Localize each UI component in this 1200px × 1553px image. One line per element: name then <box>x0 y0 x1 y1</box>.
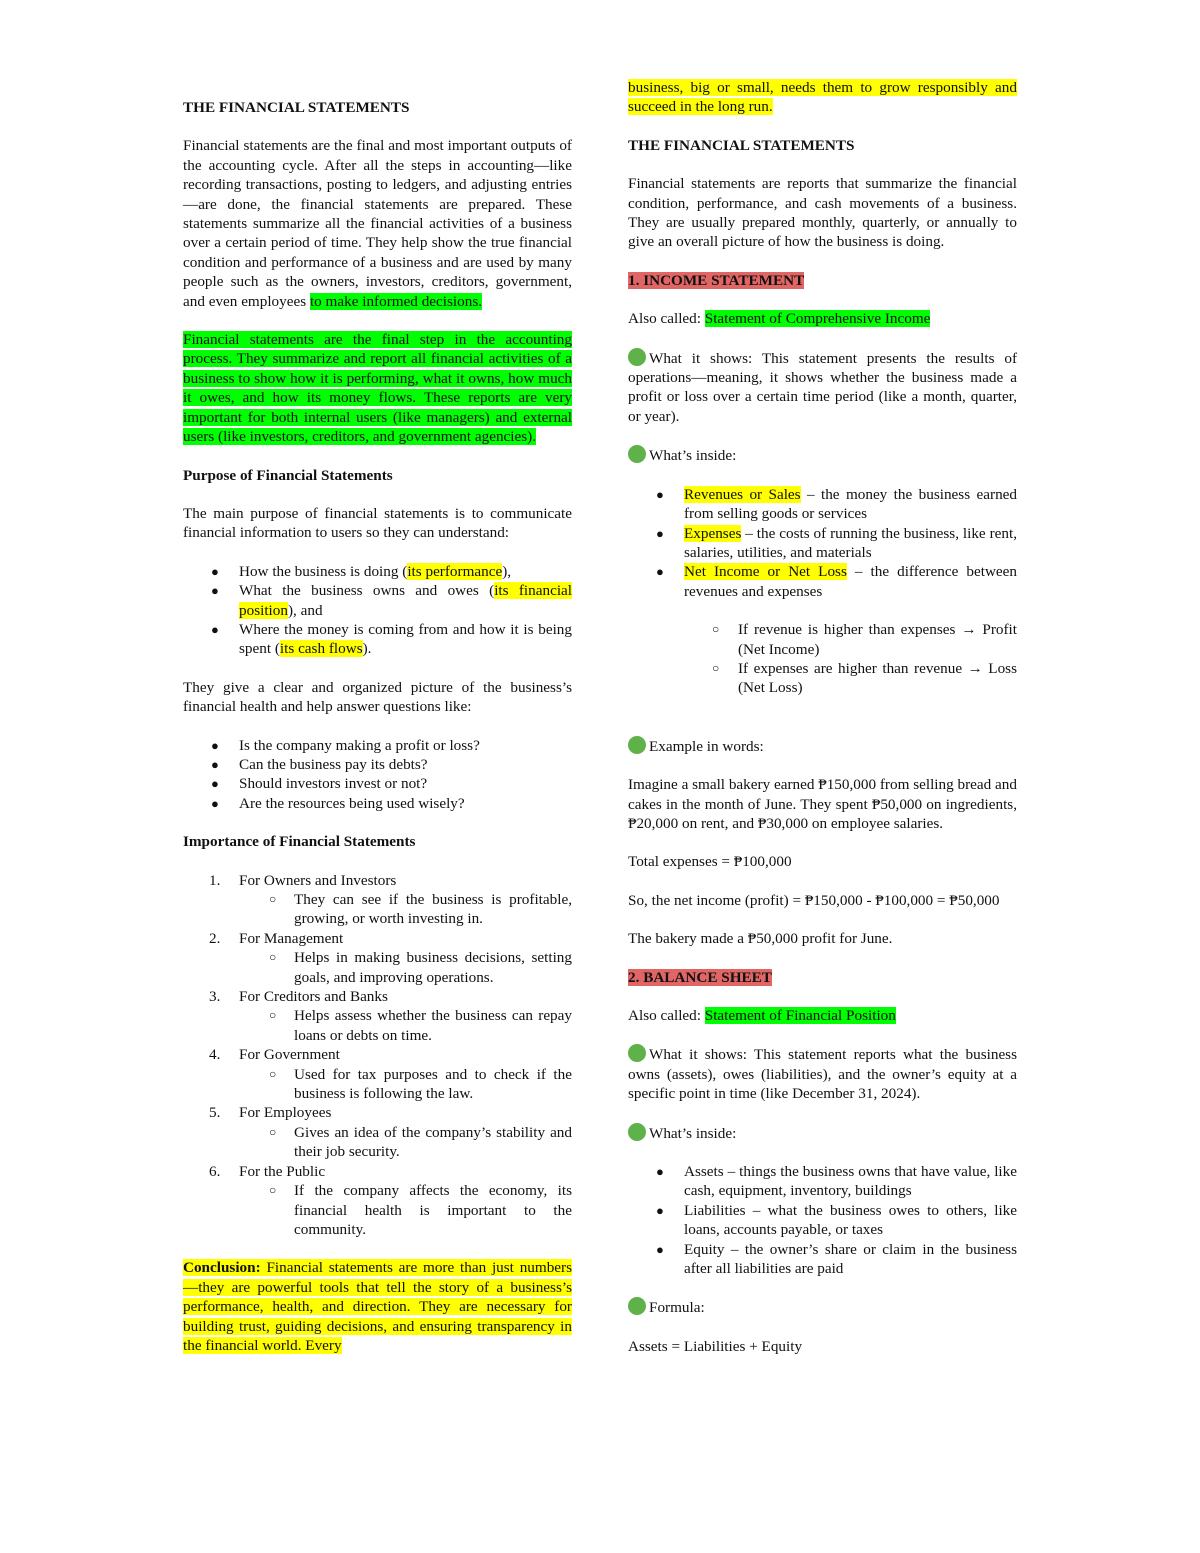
circle-bullet-icon: ○ <box>269 892 277 906</box>
list-item: 2. For Management <box>209 929 344 947</box>
list-item: ○ If the company affects the economy, its financial health is important to the community. <box>269 1182 572 1238</box>
income-subitems <box>628 620 1017 698</box>
list-item: ● Are the resources being used wisely? <box>211 794 465 812</box>
left-column <box>183 98 572 1355</box>
balance-shows: What it shows: This statement reports what the business owns (assets), owes (liabilities), and the owner’s equity at a specific point in time (like December 31, 2024). <box>628 1046 1017 1103</box>
list-item: ● Equity – the owner’s share or claim in the business after all liabilities are paid <box>656 1240 1017 1278</box>
section-intro: Financial statements are reports that summarize the financial condition, performance, and cash movements of a business. They are usually prepared monthly, quarterly, or annually to give an overall picture of how the business is doing. <box>628 175 1017 251</box>
income-also-called: Also called: Statement of Comprehensive Income <box>628 310 931 328</box>
right-column <box>628 78 1017 1356</box>
bullet-icon: ● <box>211 621 219 637</box>
circle-bullet-icon: ○ <box>269 1066 277 1081</box>
list-item: ● Where the money is coming from and how it is being spent (its cash flows). <box>211 620 572 658</box>
example-net: So, the net income (profit) = ₱150,000 - ₱100,000 = ₱50,000 <box>628 891 1000 909</box>
list-item: ○ If revenue is higher than expenses → Profit (Net Income) <box>712 621 1017 658</box>
bullet-icon: ● <box>211 795 219 811</box>
bullet-icon: ● <box>211 776 219 792</box>
list-item: ○ They can see if the business is profitable, growing, or worth investing in. <box>269 891 572 928</box>
balance-inside-label: What’s inside: <box>628 1123 1017 1143</box>
circle-bullet-icon: ○ <box>269 1124 277 1139</box>
page-title: THE FINANCIAL STATEMENTS <box>183 99 410 116</box>
circle-bullet-icon: ○ <box>269 1008 277 1023</box>
intro-paragraph: Financial statements are the final and most important outputs of the accounting cycle. After all the steps in accounting—like recording transactions, posting to ledgers, and adjusting entries—are done, the financial statements are prepared. These statements summarize all the financial activities of a business over a certain period of time. They help show the true financial condition and performance of a business and are used by many people such as the owners, investors, creditors, government, and even employees to make informed decisions. <box>183 137 572 310</box>
purpose-heading: Purpose of Financial Statements <box>183 466 393 484</box>
importance-heading: Importance of Financial Statements <box>183 833 416 851</box>
green-circle-icon <box>628 348 646 366</box>
circle-bullet-icon: ○ <box>712 660 720 675</box>
list-item: ● What the business owns and owes (its financial position), and <box>211 582 572 619</box>
list-item: ● Liabilities – what the business owes to others, like loans, accounts payable, or taxes <box>656 1201 1017 1239</box>
bullet-icon: ● <box>211 583 219 599</box>
section-title: THE FINANCIAL STATEMENTS <box>628 136 855 154</box>
circle-bullet-icon: ○ <box>712 622 720 637</box>
example-result: The bakery made a ₱50,000 profit for June. <box>628 930 893 948</box>
green-circle-icon <box>628 1123 646 1141</box>
income-items <box>628 485 1017 601</box>
income-heading: 1. INCOME STATEMENT <box>628 271 805 289</box>
bullet-icon: ● <box>656 525 664 541</box>
green-circle-icon <box>628 445 646 463</box>
list-item: ● Should investors invest or not? <box>211 775 428 793</box>
balance-items <box>628 1162 1017 1278</box>
purpose-list <box>183 562 572 659</box>
bullet-icon: ● <box>656 1202 664 1218</box>
bullet-icon: ● <box>211 737 219 753</box>
list-item: ● Assets – things the business owns that have value, like cash, equipment, inventory, buildings <box>656 1163 1017 1200</box>
bullet-icon: ● <box>211 756 219 772</box>
green-circle-icon <box>628 1297 646 1315</box>
list-item: ● Expenses – the costs of running the business, like rent, salaries, utilities, and materials <box>656 524 1017 561</box>
list-item: ○ Helps in making business decisions, setting goals, and improving operations. <box>269 949 572 986</box>
list-item: ○ Used for tax purposes and to check if the business is following the law. <box>269 1065 572 1103</box>
conclusion-paragraph: Conclusion: Financial statements are more than just numbers—they are powerful tools that tell the story of a business’s performance, health, and direction. They are necessary for building trust, guiding decisions, and ensuring transparency in the financial world. Every <box>183 1259 572 1354</box>
intro-highlight: to make informed decisions. <box>309 292 483 310</box>
balance-also-called: Also called: Statement of Financial Position <box>628 1007 896 1024</box>
list-item: 6. For the Public <box>209 1162 326 1180</box>
formula-label: Formula: <box>628 1297 1017 1317</box>
list-item: 1. For Owners and Investors <box>209 871 397 889</box>
circle-bullet-icon: ○ <box>269 950 277 965</box>
list-item: ● Is the company making a profit or loss? <box>211 736 480 754</box>
example-total: Total expenses = ₱100,000 <box>628 853 792 871</box>
questions-list <box>183 736 572 814</box>
list-item: ○ If expenses are higher than revenue → Loss (Net Loss) <box>712 659 1017 697</box>
list-item: ● How the business is doing (its performance), <box>211 562 512 580</box>
list-item: ● Net Income or Net Loss – the difference between revenues and expenses <box>656 563 1017 600</box>
list-item: ● Can the business pay its debts? <box>211 755 428 773</box>
income-shows: What it shows: This statement presents the results of operations—meaning, it shows whether the business made a profit or loss over a certain time period (like a month, quarter, or year). <box>628 349 1017 425</box>
income-inside-label: What’s inside: <box>628 445 1017 465</box>
list-item: 4. For Government <box>209 1046 340 1064</box>
green-circle-icon <box>628 736 646 754</box>
list-item: ○ Helps assess whether the business can repay loans or debts on time. <box>269 1007 572 1044</box>
importance-list <box>183 871 572 1240</box>
bullet-icon: ● <box>656 564 664 580</box>
green-circle-icon <box>628 1044 646 1062</box>
bullet-icon: ● <box>656 486 664 502</box>
list-item: ● Revenues or Sales – the money the business earned from selling goods or services <box>656 485 1017 523</box>
balance-heading: 2. BALANCE SHEET <box>628 968 772 986</box>
purpose-intro: The main purpose of financial statements is to communicate financial information to users so they can understand: <box>183 504 572 542</box>
formula: Assets = Liabilities + Equity <box>628 1337 803 1355</box>
circle-bullet-icon: ○ <box>269 1183 277 1198</box>
green-paragraph: Financial statements are the final step in the accounting process. They summarize and report all financial activities of a business to show how it is performing, what it owns, how much it owes, and how its money flows. These reports are very important for both internal users (like managers) and external users (like investors, creditors, and government agencies). <box>183 331 572 446</box>
questions-intro: They give a clear and organized picture of the business’s financial health and help answer questions like: <box>183 678 572 716</box>
continuation-paragraph: business, big or small, needs them to grow responsibly and succeed in the long run. <box>628 79 1017 116</box>
example-label: Example in words: <box>628 736 1017 756</box>
list-item: 5. For Employees <box>209 1104 332 1122</box>
list-item: 3. For Creditors and Banks <box>209 988 388 1006</box>
bullet-icon: ● <box>656 1241 664 1257</box>
list-item: ○ Gives an idea of the company’s stability and their job security. <box>269 1123 572 1161</box>
bullet-icon: ● <box>211 563 219 579</box>
example-text: Imagine a small bakery earned ₱150,000 from selling bread and cakes in the month of June. They spent ₱50,000 on ingredients, ₱20,000 on rent, and ₱30,000 on employee salaries. <box>628 776 1017 832</box>
bullet-icon: ● <box>656 1164 664 1180</box>
